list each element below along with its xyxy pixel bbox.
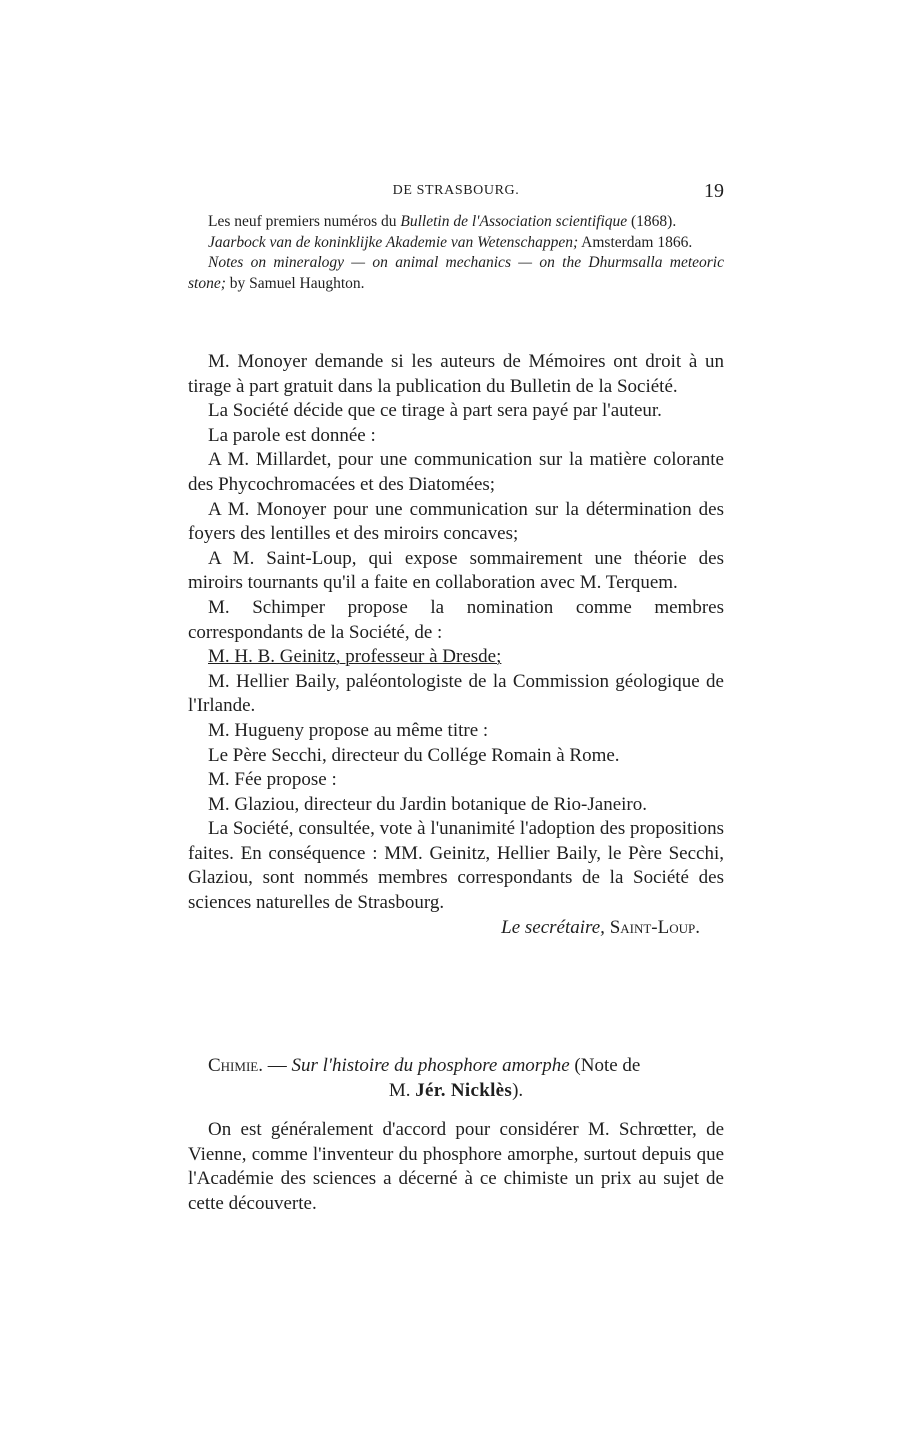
page-number: 19 [704, 180, 724, 202]
paragraph: La parole est donnée : [208, 424, 376, 446]
paragraph: M. Hugueny propose au même titre : [208, 719, 489, 741]
paragraph: M. Fée propose : [208, 769, 337, 791]
page-header [188, 180, 724, 204]
signature [188, 916, 724, 941]
section-title: Sur l'histoire du phosphore amorphe [291, 1055, 570, 1076]
minutes-body [188, 350, 724, 940]
paragraph: On est généralement d'accord pour considérer M. Schrœtter, de Vienne, comme l'inventeur du phosphore amorphe, surtout depuis que l'Académie des sciences a décerné à ce chimiste un prix au sujet de cette découverte. [188, 1119, 724, 1214]
section-heading: Chimie. — Sur l'histoire du phosphore amorphe (Note de M. Jér. Nicklès). [208, 1055, 641, 1101]
publications-list [188, 212, 724, 294]
paragraph: La Société décide que ce tirage à part sera payé par l'auteur. [208, 400, 662, 422]
section-label: Chimie. [208, 1055, 263, 1076]
paragraph: Le Père Secchi, directeur du Collége Romain à Rome. [208, 744, 620, 766]
list-item: Jaarbock van de koninklijke Akademie van Wetenschappen; Amsterdam 1866. [208, 233, 693, 251]
paragraph: A M. Millardet, pour une communication sur la matière colorante des Phycochromacées et des Diatomées; [188, 449, 724, 495]
paragraph: M. Monoyer demande si les auteurs de Mémoires ont droit à un tirage à part gratuit dans la publication du Bulletin de la Société. [188, 351, 724, 397]
list-item: Les neuf premiers numéros du Bulletin de l'Association scientifique (1868). [208, 213, 677, 230]
paragraph: La Société, consultée, vote à l'unanimité l'adoption des propositions faites. En conséquence : MM. Geinitz, Hellier Baily, le Père Secchi, Glaziou, sont nommés membres correspondants de la Société des sciences naturelles de Strasbourg. [188, 818, 724, 914]
section-author: Jér. Nicklès [415, 1079, 513, 1101]
paragraph: A M. Monoyer pour une communication sur la détermination des foyers des lentilles et des miroirs concaves; [188, 498, 724, 545]
paragraph: M. H. B. Geinitz, professeur à Dresde; [208, 646, 502, 668]
signature-role: Le secrétaire, [501, 916, 605, 938]
article-body [188, 1118, 724, 1216]
list-item: Notes on mineralogy — on animal mechanics — on the Dhurmsalla meteoric stone; by Samuel Haughton. [188, 254, 724, 292]
paragraph: M. Schimper propose la nomination comme membres correspondants de la Société, de : [188, 596, 724, 643]
signature-name: Saint-Loup. [609, 916, 700, 938]
paragraph: M. Hellier Baily, paléontologiste de la Commission géologique de l'Irlande. [188, 670, 724, 717]
paragraph: A M. Saint-Loup, qui expose sommairement une théorie des miroirs tournants qu'il a faite en collaboration avec M. Terquem. [188, 547, 724, 594]
running-head: DE STRASBOURG. [392, 183, 520, 198]
paragraph: M. Glaziou, directeur du Jardin botanique de Rio-Janeiro. [208, 793, 647, 815]
